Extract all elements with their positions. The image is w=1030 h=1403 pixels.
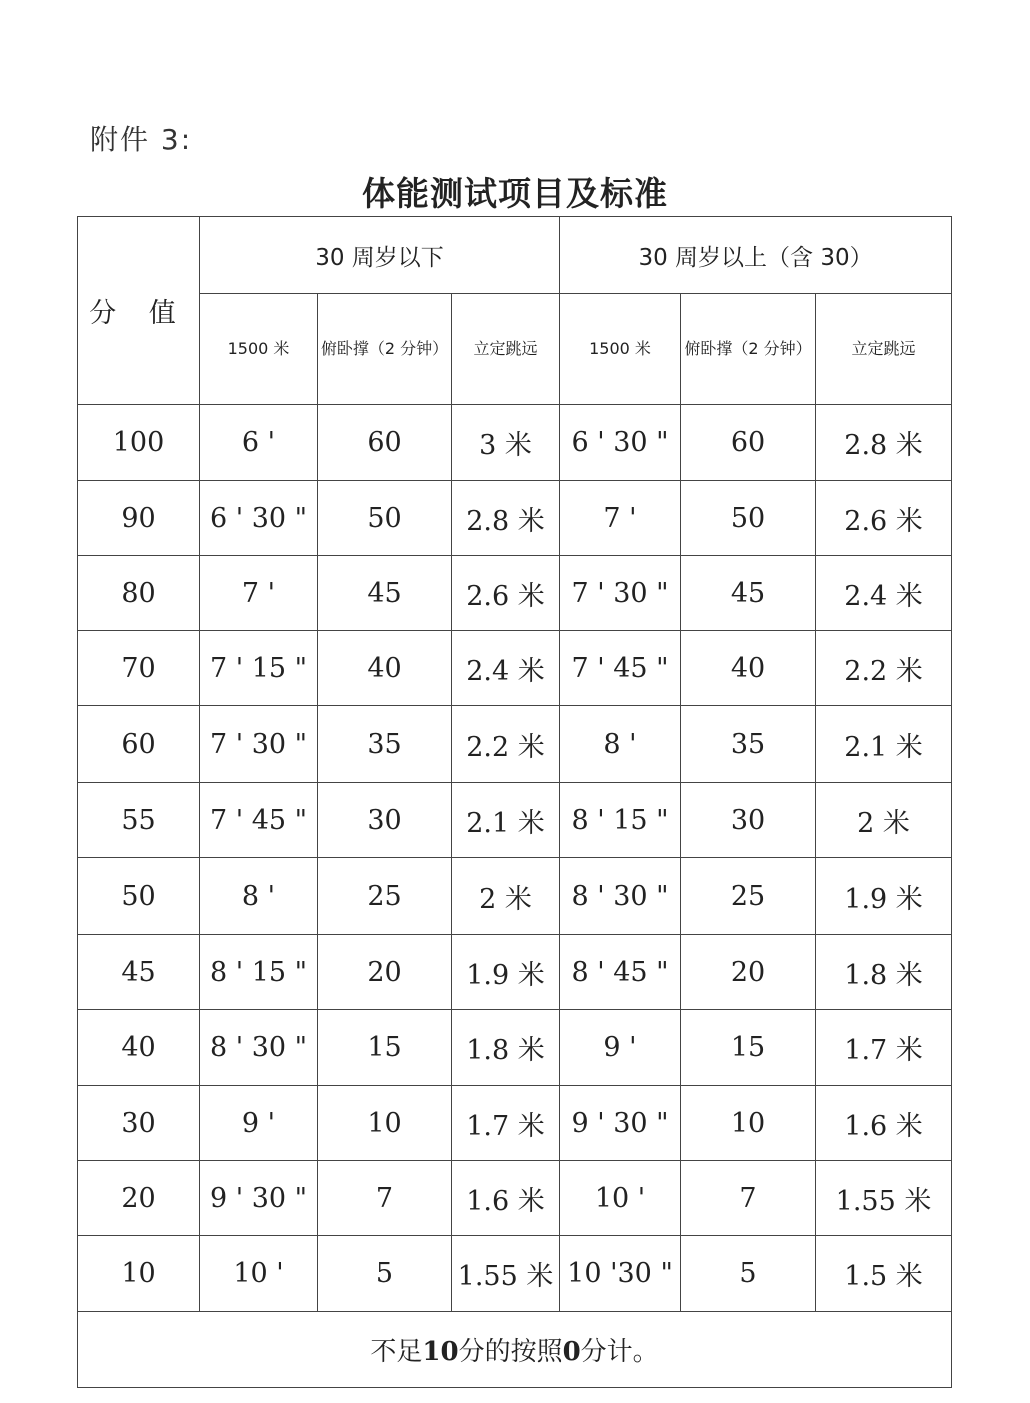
sub-header-jump: 立定跳远 <box>816 294 952 405</box>
score-cell: 55 <box>78 783 200 858</box>
table-cell: 1.7 米 <box>816 1010 952 1086</box>
score-header: 分 值 <box>78 217 200 405</box>
standards-table <box>77 216 952 1388</box>
table-cell: 10 '30 " <box>560 1236 681 1312</box>
table-cell: 60 <box>318 405 452 481</box>
table-cell: 8 ' 15 " <box>200 935 318 1010</box>
table-cell: 8 ' 15 " <box>560 783 681 858</box>
table-cell: 30 <box>681 783 816 858</box>
table-cell: 2.6 米 <box>816 481 952 556</box>
table-cell: 25 <box>318 858 452 935</box>
table-row <box>78 1010 952 1086</box>
sub-header-run: 1500 米 <box>560 294 681 405</box>
table-cell: 9 ' 30 " <box>200 1161 318 1236</box>
group-header-over-30: 30 周岁以上（含 30） <box>560 217 952 294</box>
table-cell: 2.4 米 <box>816 556 952 631</box>
table-cell: 1.6 米 <box>452 1161 560 1236</box>
table-cell: 7 <box>681 1161 816 1236</box>
page-title: 体能测试项目及标准 <box>362 174 668 213</box>
table-cell: 2.1 米 <box>816 706 952 783</box>
footer-num1: 10 <box>422 1337 459 1367</box>
table-cell: 2.1 米 <box>452 783 560 858</box>
table-cell: 40 <box>681 631 816 706</box>
table-cell: 6 ' <box>200 405 318 481</box>
score-cell: 70 <box>78 631 200 706</box>
table-cell: 8 ' 30 " <box>560 858 681 935</box>
table-cell: 2.6 米 <box>452 556 560 631</box>
table-cell: 1.9 米 <box>452 935 560 1010</box>
attachment-label: 附件 3: <box>90 123 193 156</box>
table-row <box>78 405 952 481</box>
table-cell: 20 <box>681 935 816 1010</box>
table-cell: 45 <box>318 556 452 631</box>
table-cell: 10 <box>681 1086 816 1161</box>
table-row <box>78 1086 952 1161</box>
table-cell: 2.8 米 <box>816 405 952 481</box>
table-cell: 5 <box>318 1236 452 1312</box>
score-cell: 60 <box>78 706 200 783</box>
footer-suffix: 分计。 <box>580 1337 659 1367</box>
table-cell: 7 ' 45 " <box>560 631 681 706</box>
table-cell: 9 ' 30 " <box>560 1086 681 1161</box>
table-cell: 2 米 <box>816 783 952 858</box>
table-cell: 2.4 米 <box>452 631 560 706</box>
table-cell: 7 ' 30 " <box>200 706 318 783</box>
table-row <box>78 1236 952 1312</box>
footer-mid: 分的按照 <box>458 1337 563 1367</box>
score-cell: 40 <box>78 1010 200 1086</box>
table-cell: 1.7 米 <box>452 1086 560 1161</box>
table-cell: 15 <box>318 1010 452 1086</box>
table-cell: 7 ' 30 " <box>560 556 681 631</box>
table-cell: 2.2 米 <box>452 706 560 783</box>
table-cell: 2.8 米 <box>452 481 560 556</box>
score-cell: 100 <box>78 405 200 481</box>
group-header-under-30: 30 周岁以下 <box>200 217 560 294</box>
table-row <box>78 631 952 706</box>
table-row <box>78 935 952 1010</box>
table-row <box>78 783 952 858</box>
table-cell: 1.5 米 <box>816 1236 952 1312</box>
table-cell: 6 ' 30 " <box>200 481 318 556</box>
table-cell: 2 米 <box>452 858 560 935</box>
score-cell: 10 <box>78 1236 200 1312</box>
table-cell: 9 ' <box>560 1010 681 1086</box>
table-cell: 50 <box>681 481 816 556</box>
table-cell: 2.2 米 <box>816 631 952 706</box>
table-cell: 7 <box>318 1161 452 1236</box>
sub-header-pushup: 俯卧撑（2 分钟） <box>318 294 452 405</box>
score-cell: 90 <box>78 481 200 556</box>
table-cell: 8 ' 45 " <box>560 935 681 1010</box>
table-row <box>78 706 952 783</box>
table-cell: 6 ' 30 " <box>560 405 681 481</box>
score-cell: 50 <box>78 858 200 935</box>
sub-header-run: 1500 米 <box>200 294 318 405</box>
table-cell: 15 <box>681 1010 816 1086</box>
footer-prefix: 不足 <box>370 1337 423 1367</box>
table-cell: 1.55 米 <box>816 1161 952 1236</box>
table-cell: 1.9 米 <box>816 858 952 935</box>
table-row <box>78 481 952 556</box>
score-cell: 45 <box>78 935 200 1010</box>
table-cell: 3 米 <box>452 405 560 481</box>
table-cell: 1.8 米 <box>816 935 952 1010</box>
score-cell: 30 <box>78 1086 200 1161</box>
table-cell: 5 <box>681 1236 816 1312</box>
table-row <box>78 556 952 631</box>
footer-num2: 0 <box>562 1337 581 1367</box>
table-cell: 10 ' <box>560 1161 681 1236</box>
table-row <box>78 1161 952 1236</box>
table-cell: 10 <box>318 1086 452 1161</box>
table-cell: 1.55 米 <box>452 1236 560 1312</box>
table-cell: 45 <box>681 556 816 631</box>
table-cell: 50 <box>318 481 452 556</box>
sub-header-jump: 立定跳远 <box>452 294 560 405</box>
score-cell: 80 <box>78 556 200 631</box>
table-cell: 8 ' 30 " <box>200 1010 318 1086</box>
table-cell: 8 ' <box>200 858 318 935</box>
table-cell: 7 ' <box>200 556 318 631</box>
table-cell: 25 <box>681 858 816 935</box>
score-cell: 20 <box>78 1161 200 1236</box>
table-cell: 35 <box>681 706 816 783</box>
table-cell: 7 ' <box>560 481 681 556</box>
table-cell: 9 ' <box>200 1086 318 1161</box>
footer-note <box>78 1312 952 1388</box>
table-cell: 40 <box>318 631 452 706</box>
table-cell: 1.6 米 <box>816 1086 952 1161</box>
sub-header-pushup: 俯卧撑（2 分钟） <box>681 294 816 405</box>
table-cell: 7 ' 15 " <box>200 631 318 706</box>
table-cell: 1.8 米 <box>452 1010 560 1086</box>
table-cell: 7 ' 45 " <box>200 783 318 858</box>
table-cell: 8 ' <box>560 706 681 783</box>
table-cell: 10 ' <box>200 1236 318 1312</box>
table-row <box>78 858 952 935</box>
table-cell: 20 <box>318 935 452 1010</box>
table-cell: 35 <box>318 706 452 783</box>
table-cell: 30 <box>318 783 452 858</box>
table-cell: 60 <box>681 405 816 481</box>
